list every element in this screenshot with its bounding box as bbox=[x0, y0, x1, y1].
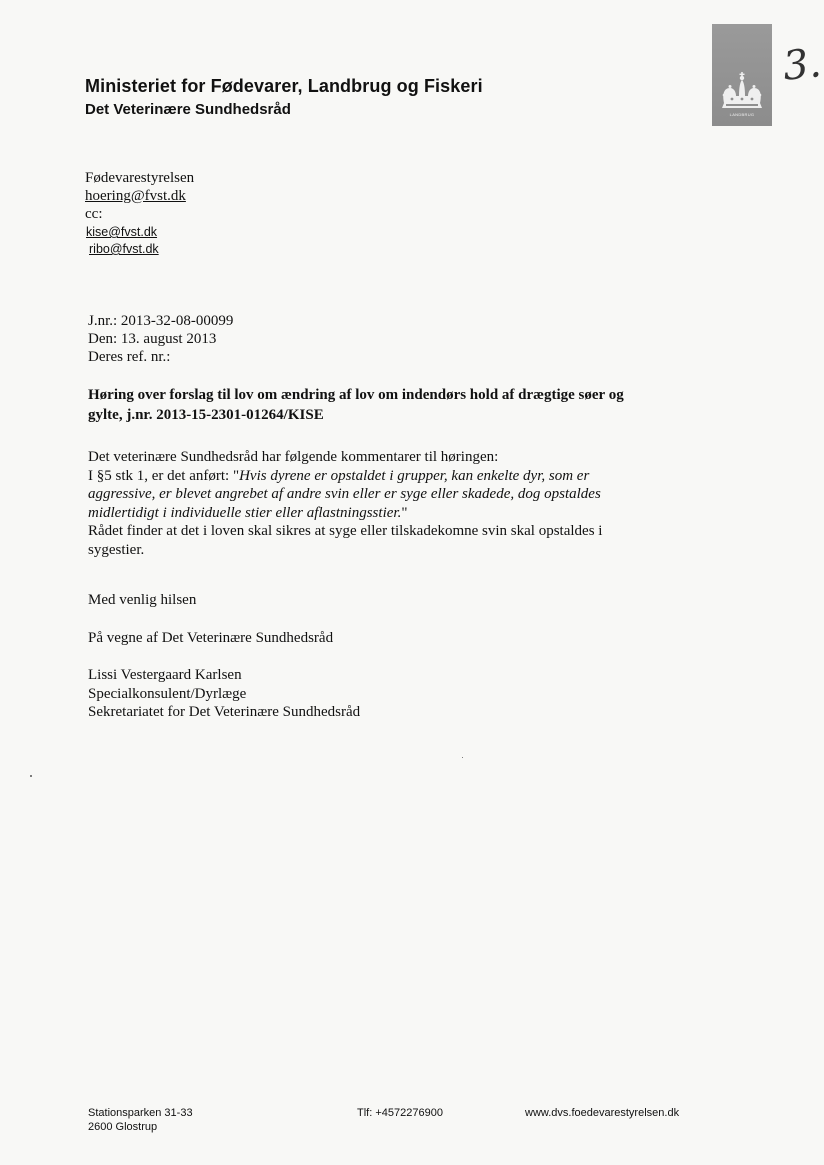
council-name: Det Veterinære Sundhedsråd bbox=[85, 101, 291, 118]
logo-caption: LANDBRUG bbox=[729, 112, 755, 117]
recipient-name: Fødevarestyrelsen bbox=[85, 170, 195, 186]
body-quote-paragraph bbox=[88, 467, 698, 486]
crown-icon bbox=[712, 24, 772, 126]
signature-block bbox=[88, 666, 360, 722]
body-intro: Det veterinære Sundhedsråd har følgende kommentarer til høringen: bbox=[88, 449, 499, 465]
scan-speck bbox=[30, 775, 32, 777]
cc-email-link[interactable]: ribo@fvst.dk bbox=[89, 242, 159, 256]
signer-name: Lissi Vestergaard Karlsen bbox=[88, 667, 242, 684]
ministry-name: Ministeriet for Fødevarer, Landbrug og Fiskeri bbox=[85, 76, 483, 96]
their-reference: Deres ref. nr.: bbox=[88, 349, 171, 365]
journal-number: J.nr.: 2013-32-08-00099 bbox=[88, 313, 234, 329]
letter-date: Den: 13. august 2013 bbox=[88, 331, 217, 347]
cc-label: cc: bbox=[85, 206, 103, 222]
crown-logo bbox=[712, 24, 772, 126]
footer-street: Stationsparken 31-33 bbox=[88, 1107, 193, 1119]
footer-address bbox=[88, 1106, 193, 1134]
quote-text: aggressive, er blevet angrebet af andre svin eller er syge eller skadede, dog opstaldes bbox=[88, 486, 601, 503]
signer-title: Specialkonsulent/Dyrlæge bbox=[88, 685, 247, 702]
quote-text: Hvis dyrene er opstaldet i grupper, kan enkelte dyr, som er bbox=[239, 467, 590, 484]
footer-city: 2600 Glostrup bbox=[88, 1121, 158, 1133]
cc-email-list bbox=[86, 224, 159, 258]
subject-line: Høring over forslag til lov om ændring af lov om indendørs hold af drægtige søer og bbox=[88, 387, 624, 403]
body-conclusion: Rådet finder at det i loven skal sikres at syge eller tilskadekomne svin skal opstaldes i bbox=[88, 523, 603, 540]
closing-block bbox=[88, 591, 360, 722]
handwritten-page-number: 3. bbox=[780, 40, 824, 90]
scan-speck bbox=[462, 757, 463, 758]
quote-suffix: " bbox=[401, 504, 408, 521]
subject-heading bbox=[88, 385, 708, 425]
signer-department: Sekretariatet for Det Veterinære Sundhedsråd bbox=[88, 704, 361, 721]
cc-email-link[interactable]: kise@fvst.dk bbox=[86, 225, 158, 239]
subject-line: gylte, j.nr. 2013-15-2301-01264/KISE bbox=[88, 407, 324, 423]
letter-body bbox=[88, 448, 698, 560]
on-behalf-line: På vegne af Det Veterinære Sundhedsråd bbox=[88, 629, 334, 646]
body-conclusion: sygestier. bbox=[88, 541, 145, 558]
body-quote-end bbox=[88, 504, 698, 523]
recipient-email-link[interactable]: hoering@fvst.dk bbox=[85, 188, 186, 204]
quote-text: midlertidigt i individuelle stier eller aflastningsstier. bbox=[88, 504, 402, 521]
quote-prefix: I §5 stk 1, er det anført: " bbox=[88, 467, 240, 484]
reference-block bbox=[88, 312, 233, 366]
greeting: Med venlig hilsen bbox=[88, 592, 197, 608]
footer-website-link[interactable]: www.dvs.foedevarestyrelsen.dk bbox=[525, 1107, 680, 1119]
recipient-block bbox=[85, 169, 194, 223]
footer-phone: Tlf: +4572276900 bbox=[357, 1107, 443, 1119]
